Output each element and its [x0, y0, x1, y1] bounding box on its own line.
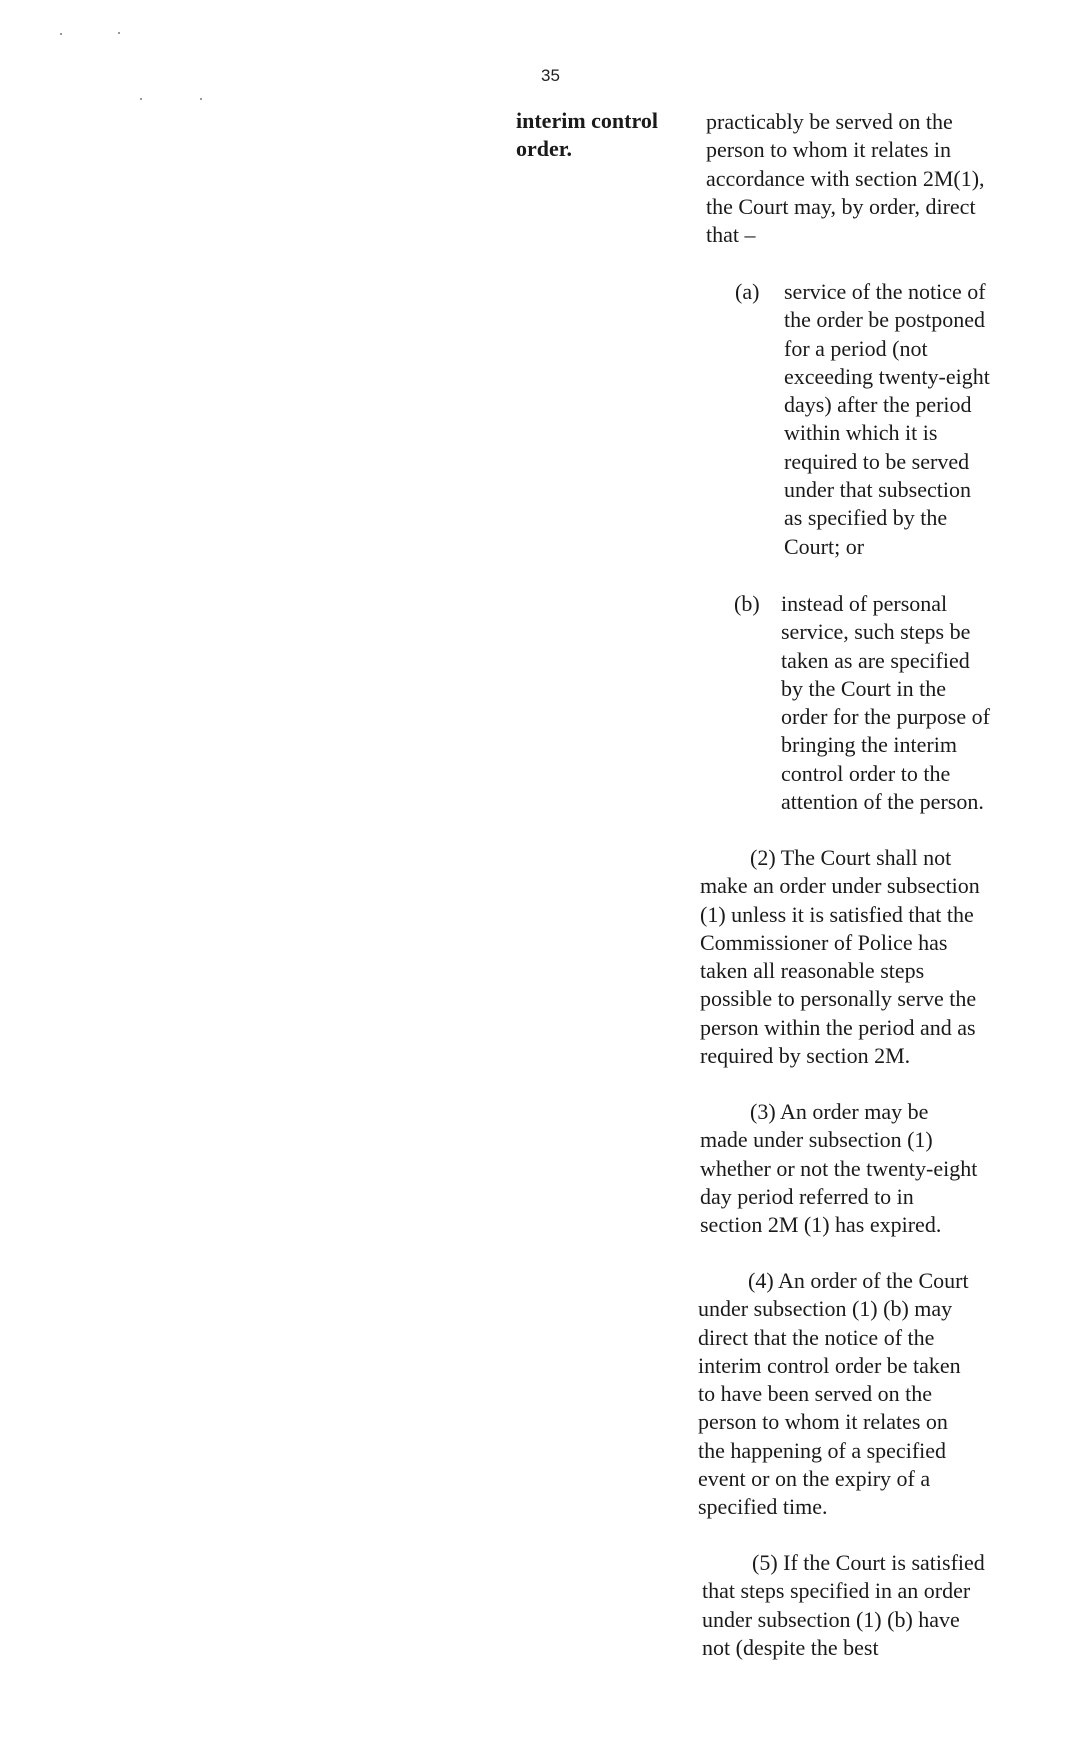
marginal-note-line: interim control [516, 108, 658, 133]
text-line: made under subsection (1) [700, 1127, 933, 1153]
text-line: the order be postponed [784, 307, 985, 333]
text-line: interim control order be taken [698, 1352, 961, 1378]
text-line: days) after the period [784, 392, 972, 418]
text-line: within which it is [784, 420, 938, 446]
text-line: person within the period and as [700, 1014, 976, 1040]
text-line: day period referred to in [700, 1183, 914, 1209]
subsection-2 [700, 844, 1030, 1070]
marginal-note-line: order. [516, 136, 573, 161]
text-line: control order to the [781, 760, 951, 786]
text-line: the happening of a specified [698, 1437, 947, 1463]
scan-speck [118, 32, 120, 34]
text-line: bringing the interim [781, 732, 957, 758]
text-line: taken all reasonable steps [700, 958, 925, 984]
subsection-3 [700, 1098, 1030, 1239]
paragraph-a-label: (a) [735, 279, 760, 304]
text-line: accordance with section 2M(1), [706, 165, 985, 191]
text-line: exceeding twenty-eight [784, 363, 990, 389]
text-line [702, 1549, 1030, 1577]
text-line: attention of the person. [781, 789, 984, 815]
text-line: for a period (not [784, 335, 928, 361]
text-line: person to whom it relates in [706, 137, 952, 163]
text-line [700, 1098, 1030, 1126]
text-line: make an order under subsection [700, 873, 980, 899]
text-line: required to be served [784, 448, 970, 474]
text-span: (3) An order may be [750, 1099, 929, 1124]
subsection-4 [698, 1267, 1030, 1522]
text-line: that – [706, 222, 756, 248]
text-line: section 2M (1) has expired. [700, 1212, 942, 1238]
text-line: instead of personal [781, 591, 948, 616]
text-line: the Court may, by order, direct [706, 193, 976, 219]
text-line: whether or not the twenty-eight [700, 1155, 978, 1181]
scan-speck [140, 98, 142, 100]
text-line [698, 1267, 1030, 1295]
text-line: order for the purpose of [781, 704, 990, 730]
text-line: under that subsection [784, 477, 971, 503]
text-line: service of the notice of [784, 279, 986, 304]
intro-paragraph [706, 108, 1026, 249]
text-line: under subsection (1) (b) have [702, 1606, 960, 1632]
text-line: specified time. [698, 1494, 828, 1520]
text-line: Commissioner of Police has [700, 929, 948, 955]
paragraph-b-label: (b) [734, 591, 760, 616]
text-span: (2) The Court shall not [750, 845, 952, 870]
text-line: under subsection (1) (b) may [698, 1296, 953, 1322]
text-span: (4) An order of the Court [748, 1268, 969, 1293]
subsection-5 [702, 1549, 1030, 1662]
text-line: to have been served on the [698, 1381, 932, 1407]
marginal-note [516, 107, 686, 163]
text-line: (1) unless it is satisfied that the [700, 901, 974, 927]
text-line: not (despite the best [702, 1634, 879, 1660]
scan-speck [60, 33, 62, 35]
paragraph-a-text [784, 278, 1029, 561]
text-line: that steps specified in an order [702, 1578, 971, 1604]
text-line: required by section 2M. [700, 1043, 911, 1069]
text-line: possible to personally serve the [700, 986, 977, 1012]
page-number: 35 [541, 66, 560, 85]
text-line: taken as are specified [781, 647, 970, 673]
text-span: (5) If the Court is satisfied [752, 1550, 985, 1575]
text-line: service, such steps be [781, 619, 971, 645]
text-line [700, 844, 1030, 872]
text-line: person to whom it relates on [698, 1409, 948, 1435]
text-line: direct that the notice of the [698, 1324, 935, 1350]
scan-speck [200, 98, 202, 100]
text-line: as specified by the [784, 505, 948, 531]
text-line: event or on the expiry of a [698, 1466, 931, 1492]
text-line: practicably be served on the [706, 109, 953, 134]
text-line: by the Court in the [781, 675, 946, 701]
text-line: Court; or [784, 533, 865, 559]
paragraph-b-text [781, 590, 1029, 816]
